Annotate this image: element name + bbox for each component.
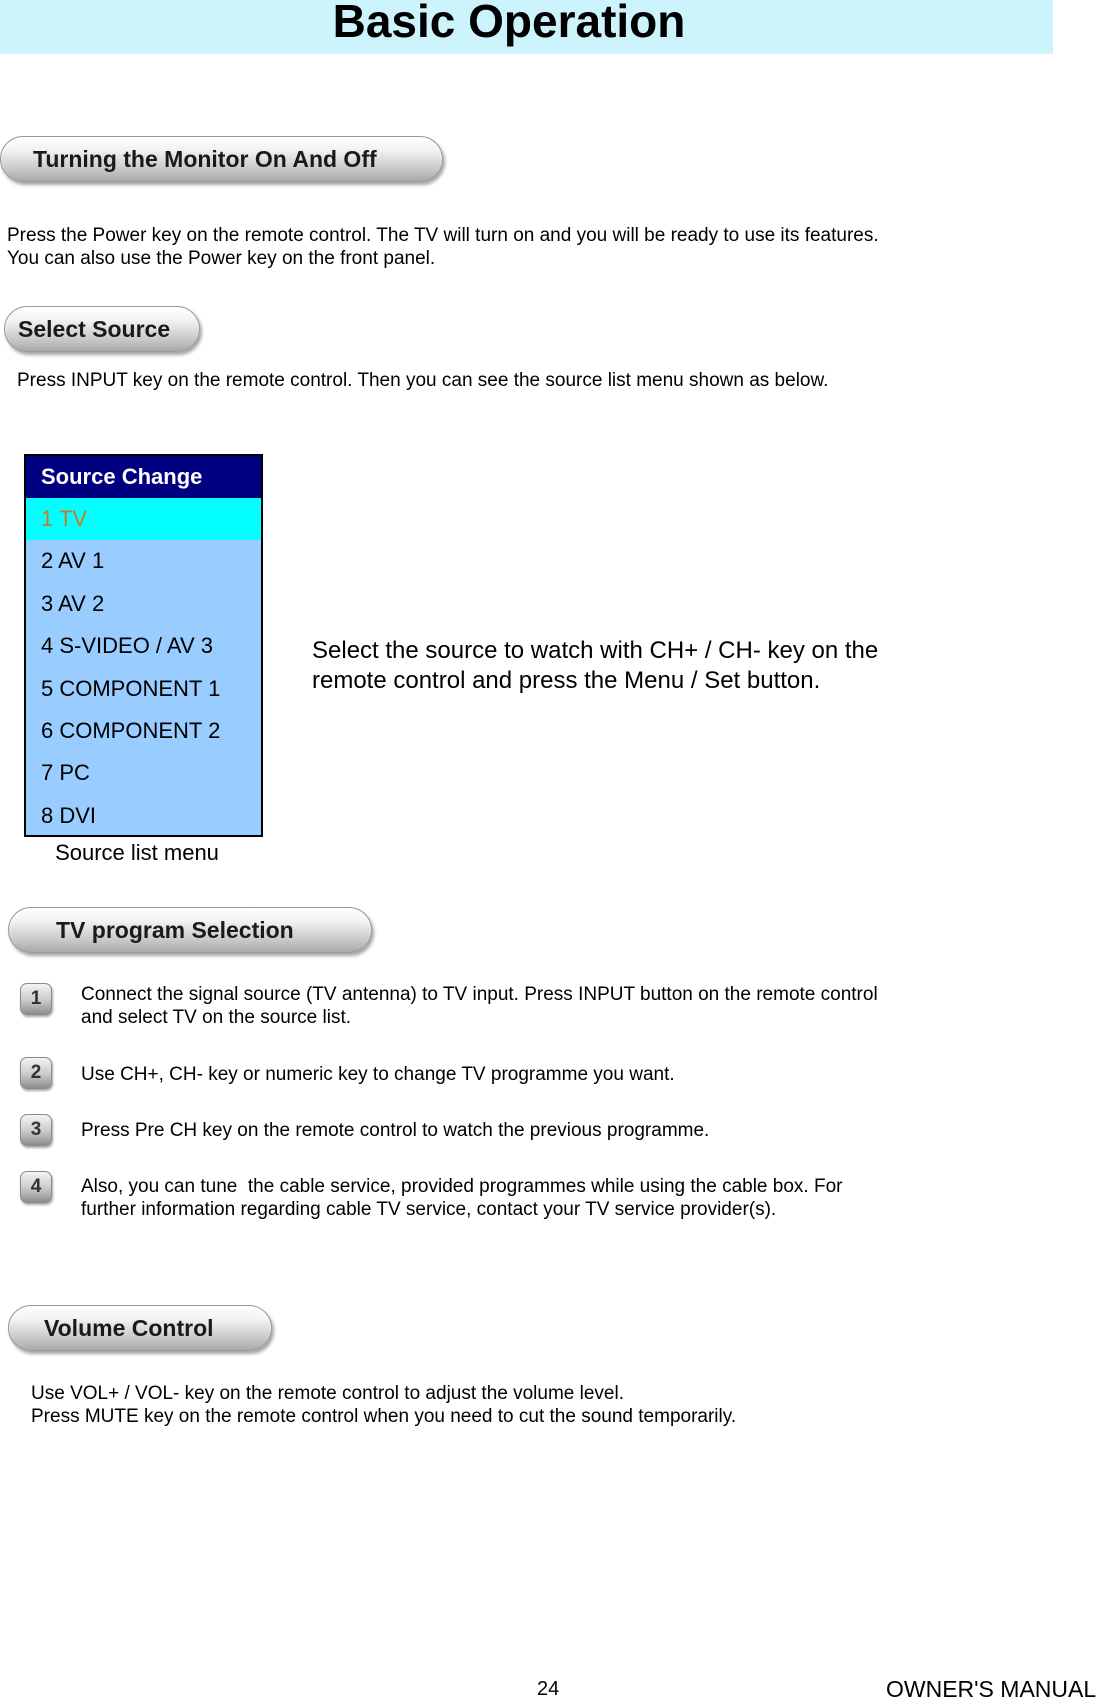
source-menu-header: Source Change bbox=[26, 456, 261, 498]
page-number: 24 bbox=[537, 1678, 560, 1700]
section-heading-source-label: Select Source bbox=[18, 316, 171, 342]
source-menu-caption: Source list menu bbox=[55, 840, 219, 865]
step-2-icon: 2 bbox=[20, 1057, 52, 1089]
source-menu-item-av2[interactable]: 3 AV 2 bbox=[41, 590, 105, 616]
step-3-icon: 3 bbox=[20, 1114, 52, 1146]
source-menu-item-av1[interactable]: 2 AV 1 bbox=[41, 548, 105, 574]
source-select-instruction: Select the source to watch with CH+ / CH- key on the remote control and press the Menu / Set button. bbox=[312, 637, 879, 694]
source-menu-item-component2[interactable]: 6 COMPONENT 2 bbox=[41, 717, 221, 743]
tv-program-step-3: Press Pre CH key on the remote control to watch the previous programme. bbox=[81, 1120, 710, 1141]
power-instructions: Press the Power key on the remote control. The TV will turn on and you will be ready to use its features. You can also use the Power key on the front panel. bbox=[7, 225, 879, 269]
tv-program-step-4: Also, you can tune the cable service, provided programmes while using the cable box. For further information regarding cable TV service, contact your TV service provider(s). bbox=[81, 1176, 843, 1220]
source-menu-item-dvi[interactable]: 8 DVI bbox=[41, 802, 97, 828]
source-menu-item-tv[interactable]: 1 TV bbox=[26, 498, 261, 540]
source-instructions: Press INPUT key on the remote control. Then you can see the source list menu shown as below. bbox=[17, 370, 829, 391]
section-heading-power bbox=[0, 136, 443, 182]
section-heading-source bbox=[4, 306, 200, 352]
source-list-menu bbox=[24, 454, 263, 837]
section-heading-tv-program-label: TV program Selection bbox=[56, 917, 294, 943]
source-menu-item-component1[interactable]: 5 COMPONENT 1 bbox=[41, 675, 221, 701]
section-heading-power-label: Turning the Monitor On And Off bbox=[33, 146, 377, 172]
section-heading-tv-program bbox=[8, 907, 372, 953]
section-heading-volume bbox=[8, 1305, 272, 1351]
footer-label: OWNER'S MANUAL bbox=[886, 1676, 1097, 1702]
step-1-icon: 1 bbox=[20, 983, 52, 1015]
tv-program-step-2: Use CH+, CH- key or numeric key to change TV programme you want. bbox=[81, 1064, 675, 1085]
page-title: Basic Operation bbox=[332, 0, 686, 47]
step-4-icon: 4 bbox=[20, 1171, 52, 1203]
section-heading-volume-label: Volume Control bbox=[44, 1315, 214, 1341]
tv-program-step-1: Connect the signal source (TV antenna) to TV input. Press INPUT button on the remote control and select TV on the source list. bbox=[81, 984, 878, 1028]
volume-instructions: Use VOL+ / VOL- key on the remote control to adjust the volume level. Press MUTE key on the remote control when you need to cut the sound temporarily. bbox=[31, 1383, 737, 1427]
source-menu-item-pc[interactable]: 7 PC bbox=[41, 760, 90, 786]
source-menu-item-svideo-av3[interactable]: 4 S-VIDEO / AV 3 bbox=[41, 633, 213, 659]
